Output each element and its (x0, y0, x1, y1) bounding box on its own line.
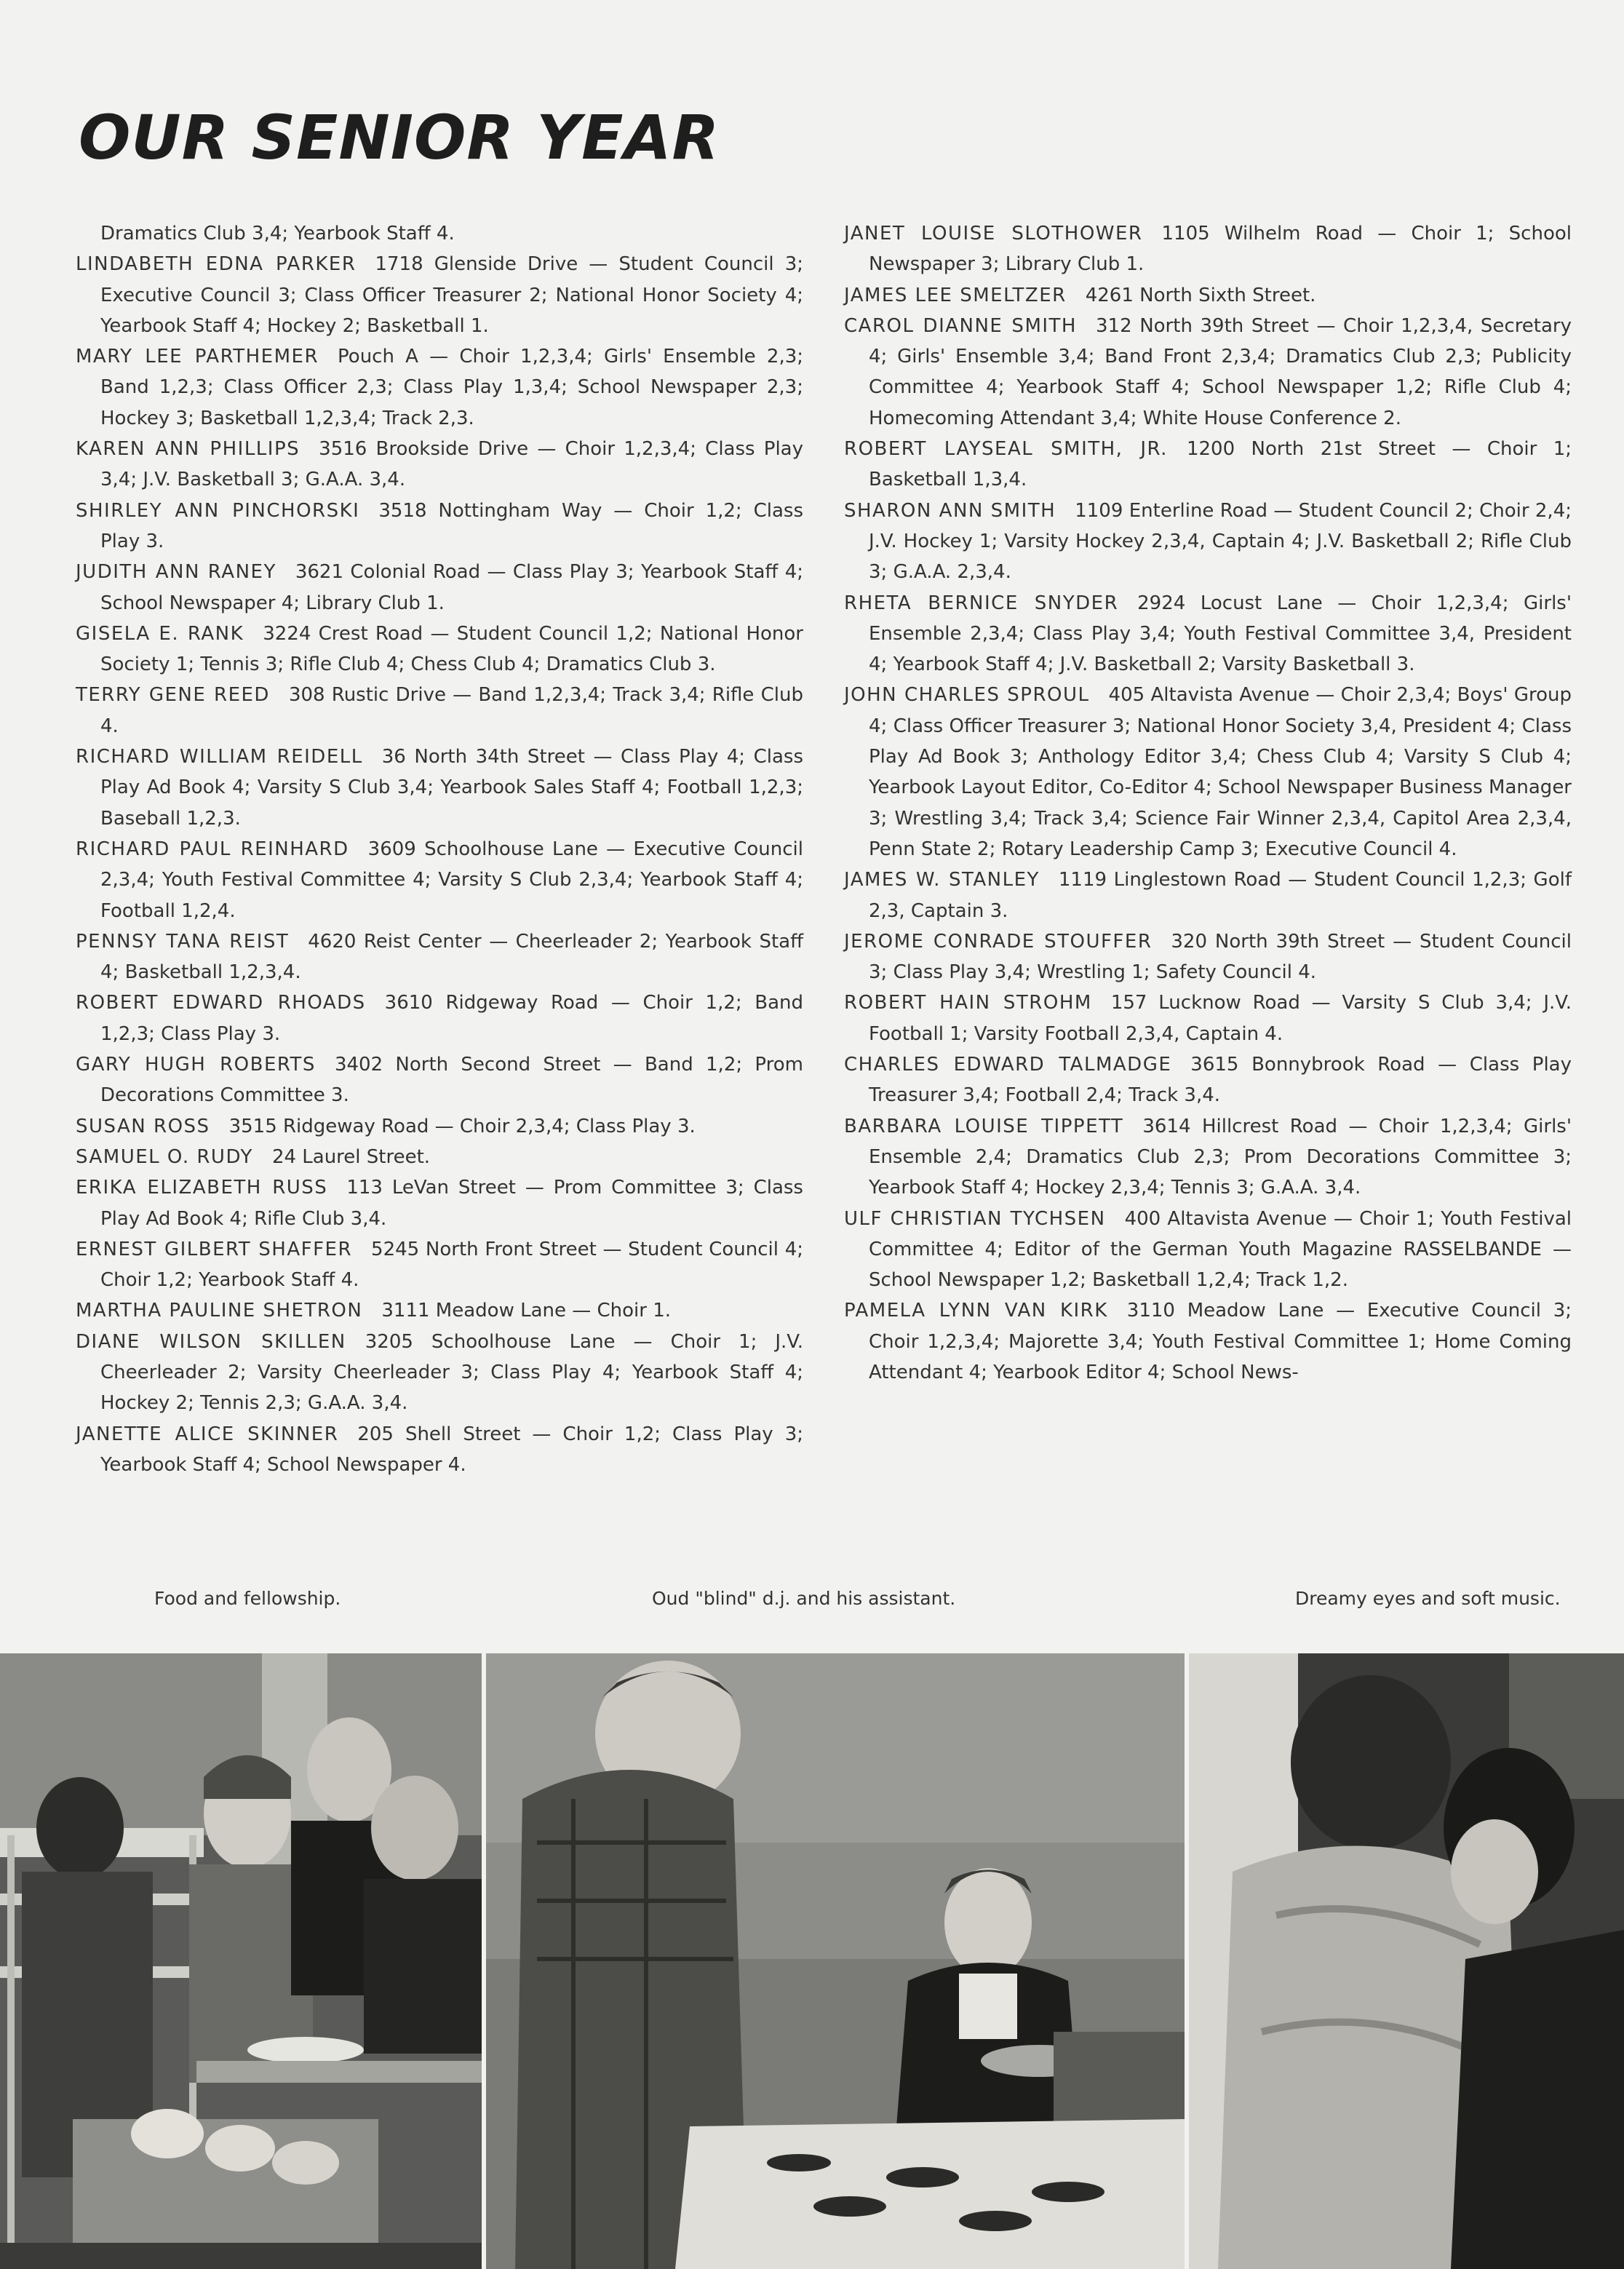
roster-entry (76, 988, 803, 1049)
roster-entry (844, 588, 1572, 680)
left-column (76, 218, 803, 1480)
student-name: JANET LOUISE SLOTHOWER (844, 223, 1143, 245)
roster-entry (76, 1049, 803, 1111)
student-name: MARY LEE PARTHEMER (76, 346, 319, 368)
roster-entry (844, 496, 1572, 588)
roster-entry (76, 1419, 803, 1481)
student-activities: 1105 Wilhelm Road — Choir 1; School Newspaper 3; Library Club 1. (869, 223, 1572, 276)
student-activities: Dramatics Club 3,4; Yearbook Staff 4. (100, 223, 455, 245)
student-name: PENNSY TANA REIST (76, 930, 290, 953)
student-activities: 157 Lucknow Road — Varsity S Club 3,4; J.V. Football 1; Varsity Football 2,3,4, Captain 4. (869, 992, 1572, 1045)
roster-entry (76, 249, 803, 341)
student-activities: 1718 Glenside Drive — Student Council 3; Executive Council 3; Class Officer Treasurer 2; National Honor Society 4; Yearbook Staff 4; Hockey 2; Basketball 1. (100, 253, 803, 337)
student-name: BARBARA LOUISE TIPPETT (844, 1115, 1124, 1137)
roster-entry (76, 496, 803, 557)
student-name: CAROL DIANNE SMITH (844, 314, 1077, 337)
student-activities: 36 North 34th Street — Class Play 4; Class Play Ad Book 4; Varsity S Club 3,4; Yearbook Sales Staff 4; Football 1,2,3; Baseball 1,2,3. (100, 746, 804, 830)
roster-entry (844, 988, 1572, 1049)
student-name: MARTHA PAULINE SHETRON (76, 1300, 363, 1322)
roster-entry (76, 1111, 803, 1142)
student-name: ROBERT LAYSEAL SMITH, JR. (844, 438, 1168, 461)
student-activities: 1119 Linglestown Road — Student Council 1,2,3; Golf 2,3, Captain 3. (869, 869, 1572, 922)
student-name: SHIRLEY ANN PINCHORSKI (76, 499, 360, 522)
roster-entry (844, 1295, 1572, 1388)
student-activities: 1200 North 21st Street — Choir 1; Basketball 1,3,4. (869, 438, 1572, 491)
student-name: ERIKA ELIZABETH RUSS (76, 1177, 328, 1199)
photo-cafeteria (0, 1653, 482, 2269)
roster-entry (844, 680, 1572, 865)
student-name: SAMUEL O. RUDY (76, 1145, 253, 1168)
photo-dj (486, 1653, 1185, 2269)
student-activities: 3515 Ridgeway Road — Choir 2,3,4; Class Play 3. (228, 1115, 696, 1137)
student-name: DIANE WILSON SKILLEN (76, 1330, 346, 1353)
student-name: TERRY GENE REED (76, 684, 270, 707)
roster-entry (76, 926, 803, 988)
student-name: JAMES LEE SMELTZER (844, 284, 1067, 306)
student-name: ROBERT EDWARD RHOADS (76, 992, 366, 1014)
roster-entry (844, 280, 1572, 311)
student-name: ROBERT HAIN STROHM (844, 992, 1092, 1014)
caption-dj: Oud "blind" d.j. and his assistant. (652, 1588, 956, 1609)
student-activities: 2924 Locust Lane — Choir 1,2,3,4; Girls' Ensemble 2,3,4; Class Play 3,4; Youth Festival Committee 3,4, President 4; Yearbook Staff 4; J.V. Basketball 2; Varsity Basketball 3. (869, 592, 1572, 676)
roster-entry (76, 557, 803, 619)
student-activities: 4620 Reist Center — Cheerleader 2; Yearbook Staff 4; Basketball 1,2,3,4. (100, 930, 803, 984)
roster-entry (76, 341, 803, 434)
student-name: JUDITH ANN RANEY (76, 561, 276, 584)
student-activities: 405 Altavista Avenue — Choir 2,3,4; Boys' Group 4; Class Officer Treasurer 3; National Honor Society 3,4, President 4; Class Play Ad Book 3; Anthology Editor 3,4; Chess Club 4; Varsity S Club 4; Yearbook Layout Editor, Co-Editor 4; School Newspaper Business Manager 3; Wrestling 3,4; Track 3,4; Science Fair Winner 2,3,4, Capitol Area 2,3,4, Penn State 2; Rotary Leadership Camp 3; Executive Council 4. (869, 684, 1572, 860)
student-activities: 3110 Meadow Lane — Executive Council 3; Choir 1,2,3,4; Majorette 3,4; Youth Festival Committee 1; Home Coming Attendant 4; Yearbook Editor 4; School News- (869, 1300, 1572, 1383)
right-column (844, 218, 1572, 1388)
student-activities: 3516 Brookside Drive — Choir 1,2,3,4; Class Play 3,4; J.V. Basketball 3; G.A.A. 3,4. (100, 438, 803, 491)
student-name: JEROME CONRADE STOUFFER (844, 930, 1153, 953)
student-activities: 320 North 39th Street — Student Council 3; Class Play 3,4; Wrestling 1; Safety Council 4. (869, 930, 1572, 984)
caption-dance: Dreamy eyes and soft music. (1295, 1588, 1561, 1609)
student-name: SUSAN ROSS (76, 1115, 210, 1137)
student-activities: 1109 Enterline Road — Student Council 2; Choir 2,4; J.V. Hockey 1; Varsity Hockey 2,3,4, Captain 4; J.V. Basketball 2; Rifle Club 3; G.A.A. 2,3,4. (869, 499, 1572, 584)
student-activities: 24 Laurel Street. (271, 1145, 431, 1168)
student-activities: 4261 North Sixth Street. (1085, 284, 1316, 306)
roster-entry (76, 680, 803, 742)
student-name: JAMES W. STANLEY (844, 869, 1040, 891)
student-name: RHETA BERNICE SNYDER (844, 592, 1119, 614)
student-activities: 113 LeVan Street — Prom Committee 3; Class Play Ad Book 4; Rifle Club 3,4. (100, 1177, 803, 1230)
student-activities: 3614 Hillcrest Road — Choir 1,2,3,4; Girls' Ensemble 2,4; Dramatics Club 2,3; Prom Decorations Committee 3; Yearbook Staff 4; Hockey 2,3,4; Tennis 3; G.A.A. 3,4. (869, 1115, 1572, 1199)
student-name: SHARON ANN SMITH (844, 499, 1056, 522)
student-activities: 3205 Schoolhouse Lane — Choir 1; J.V. Cheerleader 2; Varsity Cheerleader 3; Class Play 4; Yearbook Staff 4; Hockey 2; Tennis 2,3; G.A.A. 3,4. (100, 1330, 803, 1415)
page-title: OUR SENIOR YEAR (79, 102, 720, 173)
roster-entry (76, 619, 803, 680)
roster-entry (844, 865, 1572, 926)
roster-entry (76, 1142, 803, 1172)
student-activities: 3621 Colonial Road — Class Play 3; Yearbook Staff 4; School Newspaper 4; Library Club 1. (100, 561, 803, 614)
student-name: CHARLES EDWARD TALMADGE (844, 1054, 1172, 1076)
roster-entry (76, 1295, 803, 1326)
roster-entry (844, 434, 1572, 496)
student-name: RICHARD PAUL REINHARD (76, 838, 349, 860)
student-name: KAREN ANN PHILLIPS (76, 438, 300, 461)
roster-entry (76, 742, 803, 834)
student-name: ERNEST GILBERT SHAFFER (76, 1238, 353, 1260)
student-name: RICHARD WILLIAM REIDELL (76, 746, 363, 768)
photo-dance (1189, 1653, 1624, 2269)
student-name: JANETTE ALICE SKINNER (76, 1423, 339, 1445)
student-name: PAMELA LYNN VAN KIRK (844, 1300, 1108, 1322)
caption-food: Food and fellowship. (154, 1588, 341, 1609)
roster-entry (844, 311, 1572, 434)
roster-entry (76, 1234, 803, 1296)
student-activities: 205 Shell Street — Choir 1,2; Class Play 3; Yearbook Staff 4; School Newspaper 4. (100, 1423, 803, 1476)
student-activities: 308 Rustic Drive — Band 1,2,3,4; Track 3,4; Rifle Club 4. (100, 684, 803, 737)
student-activities: 3402 North Second Street — Band 1,2; Prom Decorations Committee 3. (100, 1054, 803, 1107)
roster-entry (76, 218, 803, 249)
roster-entry (844, 1204, 1572, 1296)
student-activities: 312 North 39th Street — Choir 1,2,3,4, Secretary 4; Girls' Ensemble 3,4; Band Front 2,3,4; Dramatics Club 2,3; Publicity Committee 4; Yearbook Staff 4; School Newspaper 1,2; Rifle Club 4; Homecoming Attendant 3,4; White House Conference 2. (869, 314, 1572, 429)
roster-entry (76, 434, 803, 496)
student-activities: Pouch A — Choir 1,2,3,4; Girls' Ensemble 2,3; Band 1,2,3; Class Officer 2,3; Class Play 1,3,4; School Newspaper 2,3; Hockey 3; Basketball 1,2,3,4; Track 2,3. (100, 346, 804, 429)
student-name: GARY HUGH ROBERTS (76, 1054, 316, 1076)
roster-entry (844, 926, 1572, 988)
student-name: LINDABETH EDNA PARKER (76, 253, 357, 276)
student-activities: 400 Altavista Avenue — Choir 1; Youth Festival Committee 4; Editor of the German Youth Magazine RASSELBANDE — School Newspaper 1,2; Basketball 1,2,4; Track 1,2. (869, 1207, 1572, 1292)
roster-entry (76, 1172, 803, 1234)
roster-entry (844, 218, 1572, 280)
student-activities: 3518 Nottingham Way — Choir 1,2; Class Play 3. (100, 499, 803, 552)
student-name: GISELA E. RANK (76, 622, 244, 645)
student-name: ULF CHRISTIAN TYCHSEN (844, 1207, 1106, 1230)
student-activities: 3609 Schoolhouse Lane — Executive Council 2,3,4; Youth Festival Committee 4; Varsity S Club 2,3,4; Yearbook Staff 4; Football 1,2,4. (100, 838, 803, 922)
student-activities: 3224 Crest Road — Student Council 1,2; National Honor Society 1; Tennis 3; Rifle Club 4; Chess Club 4; Dramatics Club 3. (100, 622, 803, 676)
roster-entry (844, 1111, 1572, 1204)
student-activities: 3615 Bonnybrook Road — Class Play Treasurer 3,4; Football 2,4; Track 3,4. (869, 1054, 1572, 1107)
student-activities: 5245 North Front Street — Student Council 4; Choir 1,2; Yearbook Staff 4. (100, 1238, 803, 1292)
roster-entry (844, 1049, 1572, 1111)
roster-entry (76, 834, 803, 926)
roster-entry (76, 1327, 803, 1419)
student-name: JOHN CHARLES SPROUL (844, 684, 1090, 707)
student-activities: 3111 Meadow Lane — Choir 1. (381, 1300, 672, 1322)
student-activities: 3610 Ridgeway Road — Choir 1,2; Band 1,2,3; Class Play 3. (100, 992, 804, 1045)
